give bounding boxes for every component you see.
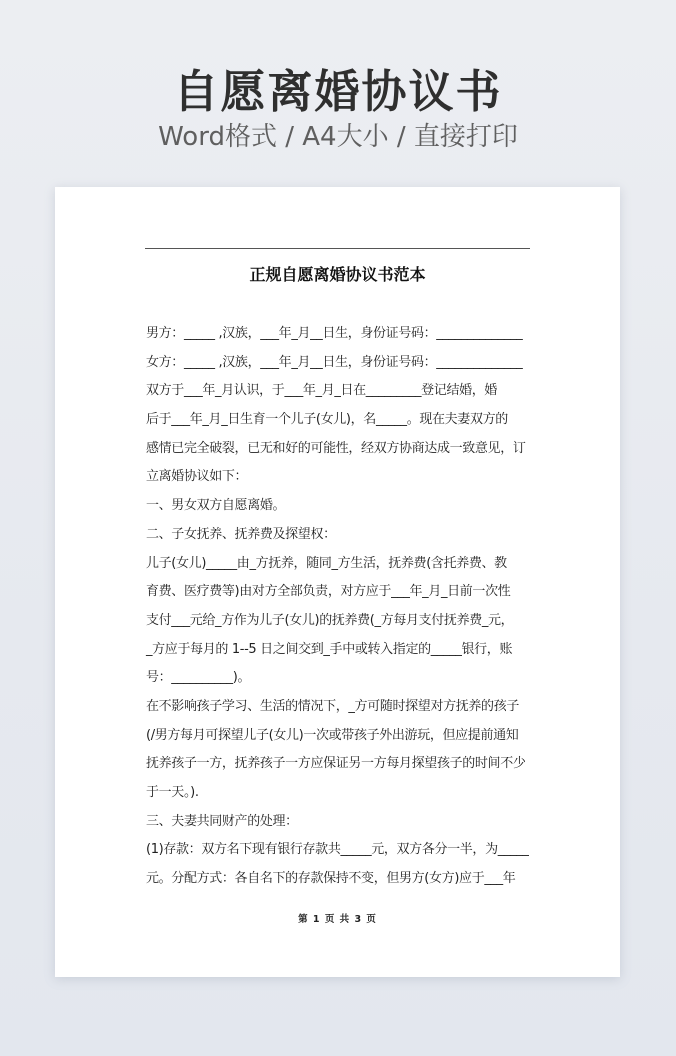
banner-title: 自愿离婚协议书 bbox=[173, 65, 503, 118]
body-line: 抚养孩子一方，抚养孩子一方应保证另一方每月探望孩子的时间不少 bbox=[146, 756, 526, 772]
page-number: 第 1 页 共 3 页 bbox=[298, 914, 377, 925]
body-line: 于一天。). bbox=[146, 785, 199, 800]
body-line: 在不影响孩子学习、生活的情况下，_方可随时探望对方抚养的孩子 bbox=[146, 698, 520, 714]
body-line: 男方：_____ ,汉族，___年_月__日生，身份证号码：______________ bbox=[146, 326, 523, 341]
section-heading: 一、男女双方自愿离婚。 bbox=[146, 498, 286, 514]
body-line: 支付___元给_方作为儿子(女儿)的抚养费(_方每月支付抚养费_元， bbox=[146, 612, 514, 628]
body-line: 立离婚协议如下： bbox=[146, 469, 248, 485]
header-rule bbox=[145, 248, 530, 249]
body-line: 育费、医疗费等)由对方全部负责，对方应于___年_月_日前一次性 bbox=[146, 584, 511, 600]
body-line: 女方：_____ ,汉族，___年_月__日生，身份证号码：______________ bbox=[146, 354, 523, 370]
document-body bbox=[146, 320, 546, 894]
section-heading: 二、子女抚养、抚养费及探望权： bbox=[146, 526, 336, 542]
body-line: 感情已完全破裂，已无和好的可能性，经双方协商达成一致意见，订 bbox=[146, 440, 526, 456]
body-line: 儿子(女儿)_____由_方抚养，随同_方生活，抚养费(含托养费、教 bbox=[146, 555, 507, 571]
body-line: (/男方每月可探望儿子(女儿)一次或带孩子外出游玩，但应提前通知 bbox=[146, 727, 519, 743]
section-heading: 三、夫妻共同财产的处理： bbox=[146, 813, 298, 829]
body-line: 元。分配方式：各自名下的存款保持不变，但男方(女方)应于___年 bbox=[146, 871, 516, 887]
body-line: 后于___年_月_日生育一个儿子(女儿)，名_____。现在夫妻双方的 bbox=[146, 412, 508, 428]
body-line: _方应于每月的 1--5 日之间交到_手中或转入指定的_____银行，账 bbox=[146, 641, 513, 657]
document-title: 正规自愿离婚协议书范本 bbox=[249, 265, 426, 284]
body-line: 号：__________)。 bbox=[146, 670, 251, 686]
document-page bbox=[55, 187, 620, 977]
body-line: (1)存款：双方名下现有银行存款共_____元，双方各分一半，为_____ bbox=[146, 842, 529, 858]
body-line: 双方于___年_月认识，于___年_月_日在_________登记结婚，婚 bbox=[146, 383, 498, 399]
banner-subtitle: Word格式 / A4大小 / 直接打印 bbox=[158, 122, 518, 152]
